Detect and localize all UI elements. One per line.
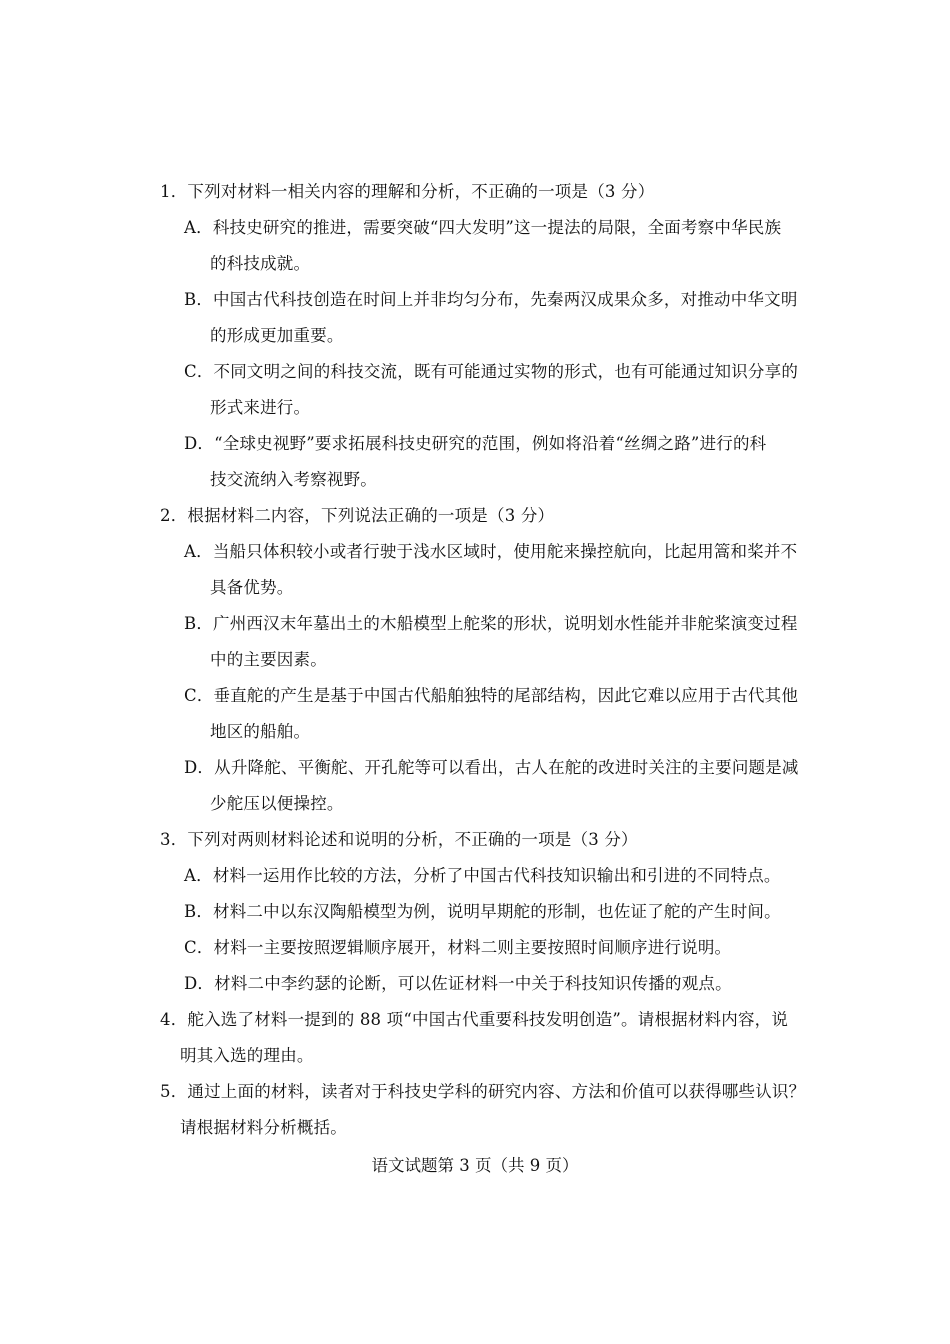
question-3-stem: 3．下列对两则材料论述和说明的分析，不正确的一项是（3 分） — [160, 830, 638, 849]
question-3-option-c: C．材料一主要按照逻辑顺序展开，材料二则主要按照时间顺序进行说明。 — [184, 938, 732, 957]
question-1-option-b-cont: 的形成更加重要。 — [210, 326, 344, 345]
question-2-stem: 2．根据材料二内容，下列说法正确的一项是（3 分） — [160, 506, 555, 525]
question-1-option-d-cont: 技交流纳入考察视野。 — [210, 470, 377, 489]
question-1-option-d: D．“全球史视野”要求拓展科技史研究的范围，例如将沿着“丝绸之路”进行的科 — [184, 434, 767, 453]
question-2-option-d-cont: 少舵压以便操控。 — [210, 794, 344, 813]
question-1-option-c-cont: 形式来进行。 — [210, 398, 311, 417]
question-1-option-a: A．科技史研究的推进，需要突破“四大发明”这一提法的局限，全面考察中华民族 — [184, 218, 782, 237]
question-1-option-a-cont: 的科技成就。 — [210, 254, 311, 273]
question-1-option-c: C．不同文明之间的科技交流，既有可能通过实物的形式，也有可能通过知识分享的 — [184, 362, 799, 381]
question-5-stem: 5．通过上面的材料，读者对于科技史学科的研究内容、方法和价值可以获得哪些认识？ — [160, 1082, 806, 1101]
question-1-stem: 1．下列对材料一相关内容的理解和分析，不正确的一项是（3 分） — [160, 182, 655, 201]
question-2-option-c: C．垂直舵的产生是基于中国古代船舶独特的尾部结构，因此它难以应用于古代其他 — [184, 686, 799, 705]
question-2-option-c-cont: 地区的船舶。 — [210, 722, 311, 741]
question-2-option-a: A．当船只体积较小或者行驶于浅水区域时，使用舵来操控航向，比起用篙和桨并不 — [184, 542, 798, 561]
question-4-stem: 4．舵入选了材料一提到的 88 项“中国古代重要科技发明创造”。请根据材料内容，说 — [160, 1010, 789, 1029]
question-2-option-d: D．从升降舵、平衡舵、开孔舵等可以看出，古人在舵的改进时关注的主要问题是减 — [184, 758, 799, 777]
question-3-option-a: A．材料一运用作比较的方法，分析了中国古代科技知识输出和引进的不同特点。 — [184, 866, 781, 885]
question-5-stem-cont: 请根据材料分析概括。 — [180, 1118, 347, 1137]
question-3-option-b: B．材料二中以东汉陶船模型为例，说明早期舵的形制，也佐证了舵的产生时间。 — [184, 902, 781, 921]
question-2-option-b: B．广州西汉末年墓出土的木船模型上舵桨的形状，说明划水性能并非舵桨演变过程 — [184, 614, 798, 633]
question-2-option-a-cont: 具备优势。 — [210, 578, 294, 597]
question-4-stem-cont: 明其入选的理由。 — [180, 1046, 314, 1065]
question-3-option-d: D．材料二中李约瑟的论断，可以佐证材料一中关于科技知识传播的观点。 — [184, 974, 732, 993]
question-2-option-b-cont: 中的主要因素。 — [210, 650, 327, 669]
page-footer: 语文试题第 3 页（共 9 页） — [371, 1156, 579, 1175]
question-1-option-b: B．中国古代科技创造在时间上并非均匀分布，先秦两汉成果众多，对推动中华文明 — [184, 290, 798, 309]
